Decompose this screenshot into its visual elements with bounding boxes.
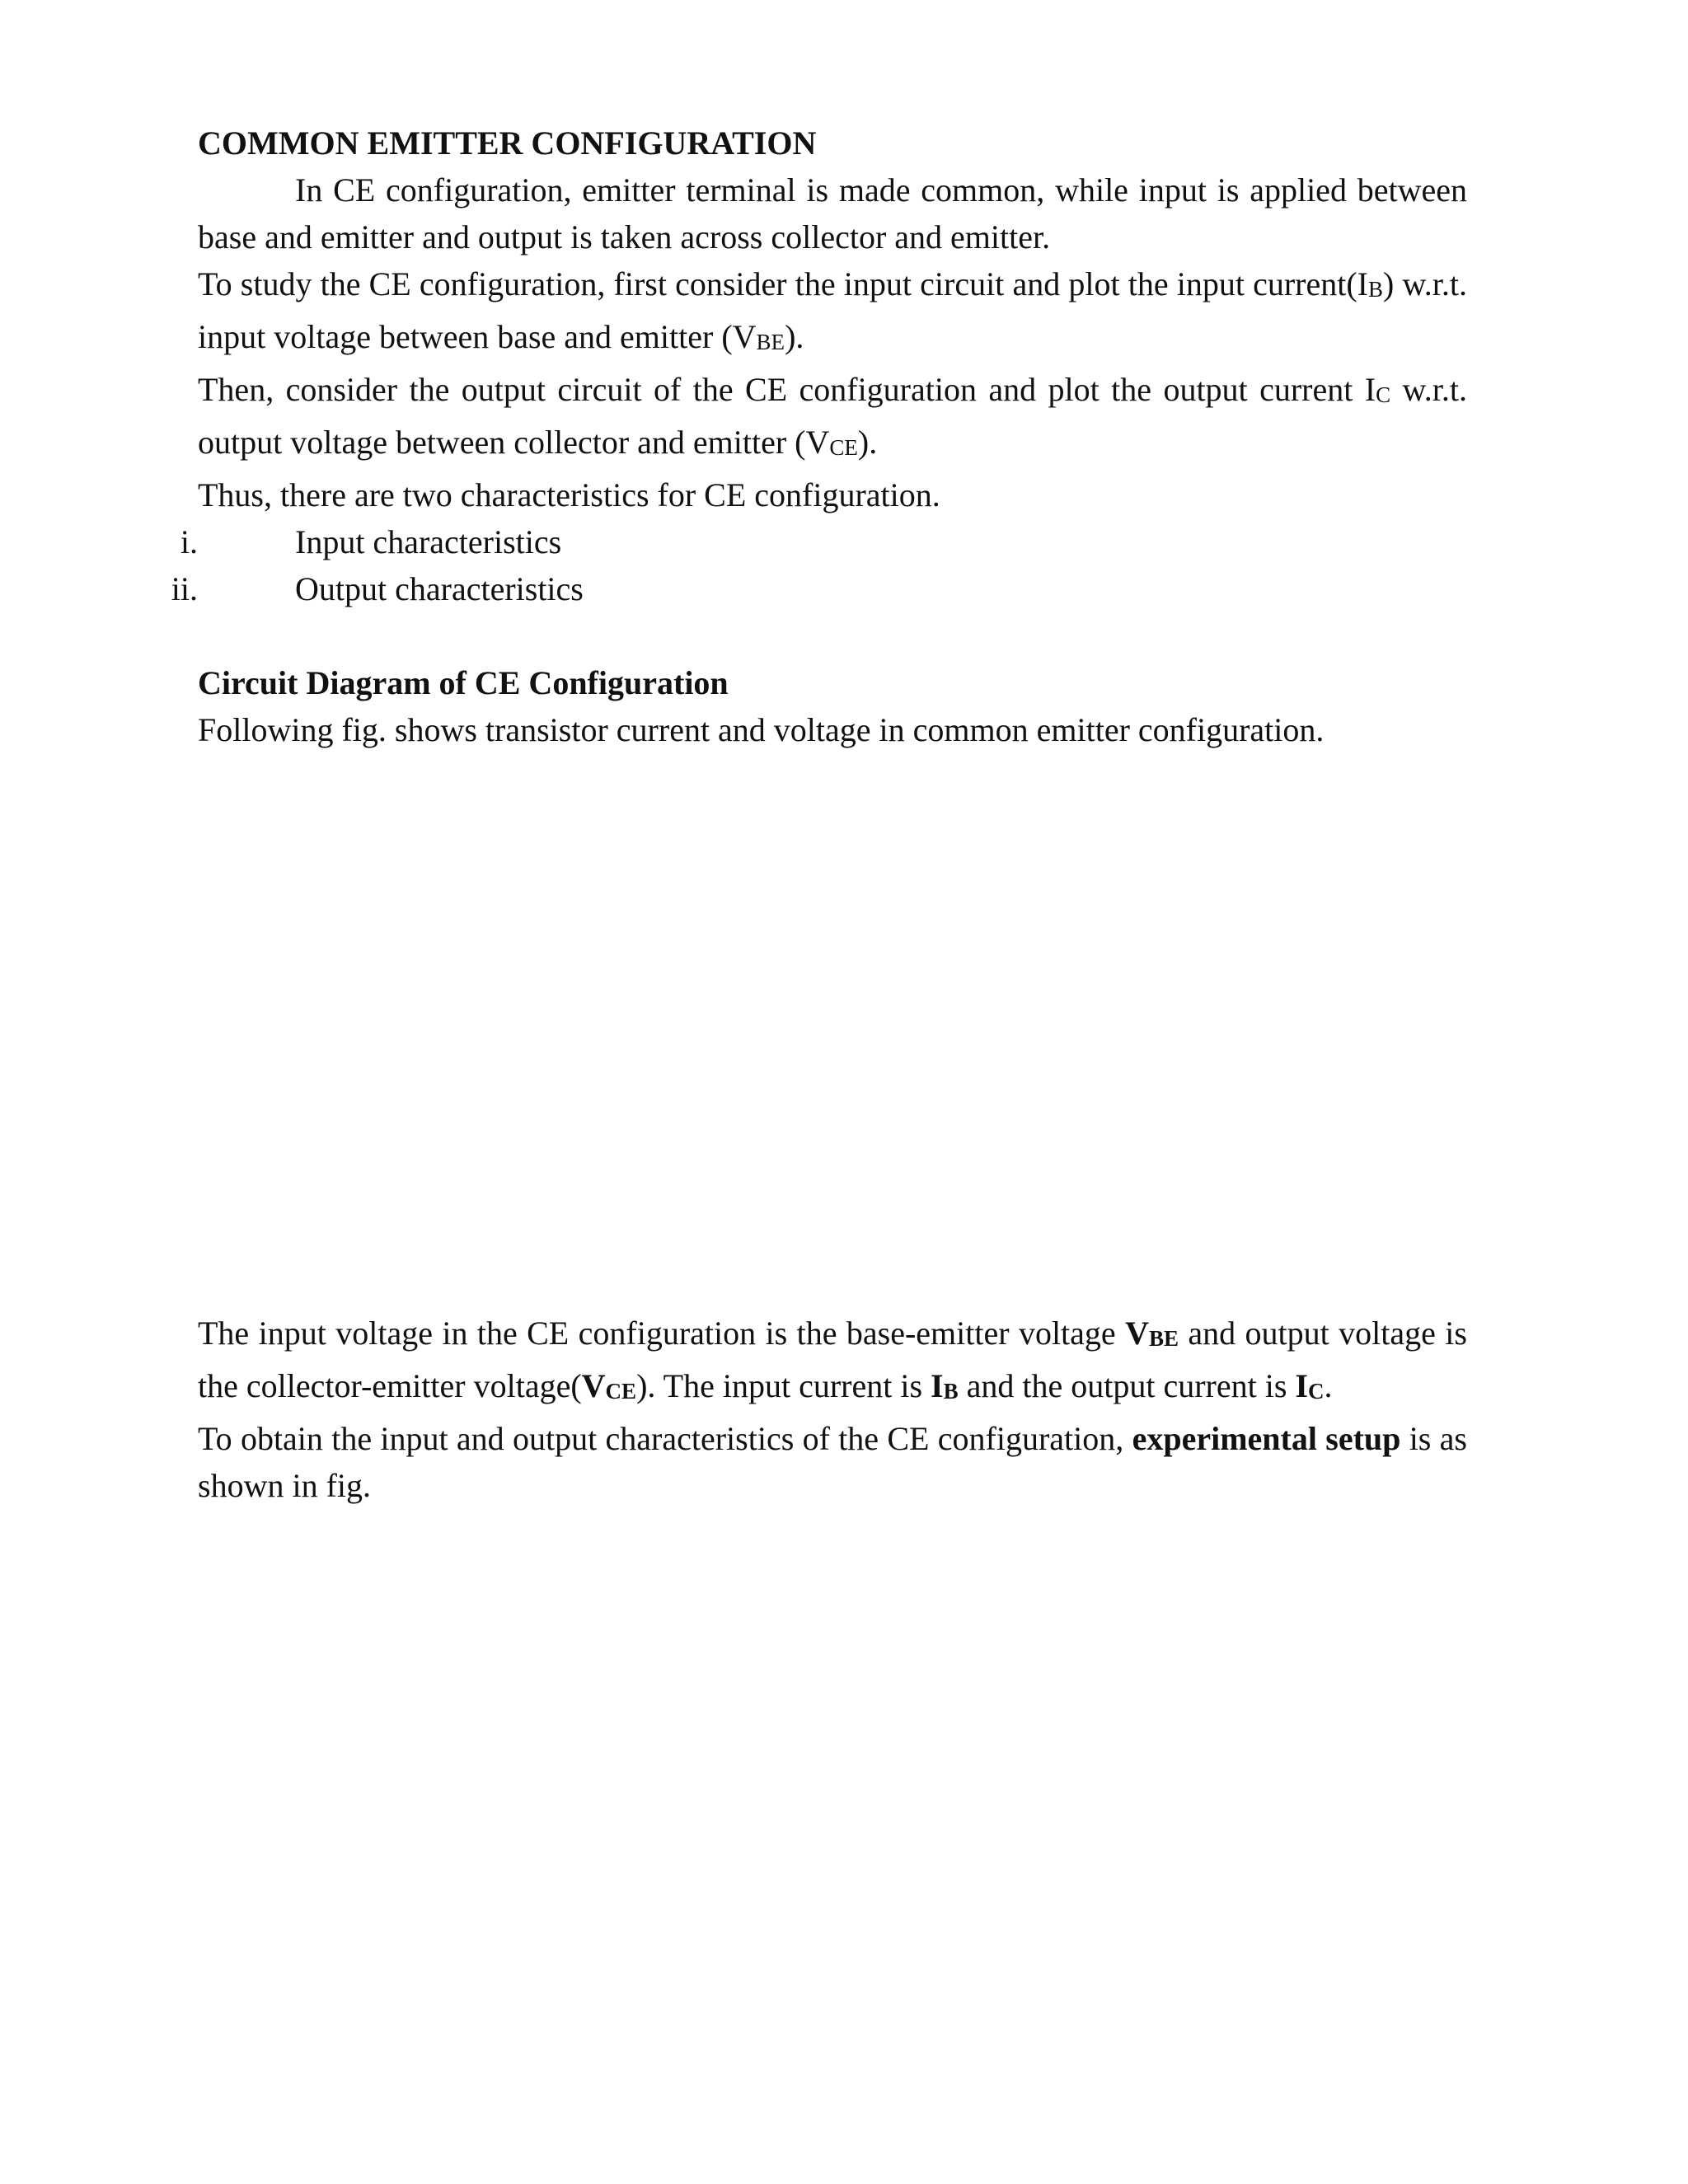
voltage-text-3: ). The input current is bbox=[636, 1367, 931, 1404]
list-number: i. bbox=[180, 523, 198, 560]
study-text-1: To study the CE configuration, first consider the input circuit and plot the input current(I bbox=[198, 265, 1368, 302]
setup-text-1: To obtain the input and output characteristics of the CE configuration, bbox=[198, 1420, 1132, 1457]
characteristics-list bbox=[171, 518, 1467, 612]
vce-subscript: CE bbox=[605, 1379, 637, 1404]
ib-subscript: B bbox=[943, 1379, 959, 1404]
diagram-heading: Circuit Diagram of CE Configuration bbox=[198, 664, 729, 701]
ib-i: I bbox=[931, 1367, 944, 1404]
section-heading: COMMON EMITTER CONFIGURATION bbox=[198, 124, 817, 162]
study-subscript-be: BE bbox=[756, 330, 785, 354]
then-text-2: w.r.t. output voltage between collector and emitter (V bbox=[198, 371, 1467, 461]
voltage-text-2: and output voltage is the collector-emitter voltage( bbox=[198, 1315, 1467, 1404]
then-text-3: ). bbox=[857, 424, 878, 461]
study-subscript-b: B bbox=[1368, 277, 1384, 302]
then-subscript-ce: CE bbox=[829, 435, 858, 460]
study-paragraph bbox=[198, 260, 1467, 366]
then-subscript-c: C bbox=[1376, 382, 1391, 407]
voltage-text-1: The input voltage in the CE configuration is the base-emitter voltage bbox=[198, 1315, 1126, 1352]
list-item bbox=[180, 518, 1467, 565]
ib-symbol bbox=[931, 1367, 959, 1404]
diagram-blank-area bbox=[198, 753, 1467, 1310]
voltage-text-5: . bbox=[1324, 1367, 1333, 1404]
then-paragraph bbox=[198, 366, 1467, 471]
list-text: Input characteristics bbox=[295, 523, 562, 560]
setup-bold-text: experimental setup bbox=[1132, 1420, 1401, 1457]
study-text-2: ) w.r.t. input voltage between base and emitter (V bbox=[198, 265, 1467, 355]
ic-symbol bbox=[1295, 1367, 1324, 1404]
voltage-text-4: and the output current is bbox=[958, 1367, 1296, 1404]
vce-v: V bbox=[581, 1367, 606, 1404]
voltage-paragraph bbox=[198, 1310, 1467, 1415]
ic-i: I bbox=[1295, 1367, 1308, 1404]
document-body bbox=[171, 120, 1467, 1509]
spacer bbox=[198, 612, 1467, 659]
study-text-3: ). bbox=[785, 318, 804, 355]
vbe-symbol bbox=[1125, 1315, 1179, 1352]
thus-paragraph: Thus, there are two characteristics for CE configuration. bbox=[198, 476, 940, 513]
setup-paragraph bbox=[198, 1415, 1467, 1509]
vbe-v: V bbox=[1125, 1315, 1149, 1352]
ic-subscript: C bbox=[1307, 1379, 1325, 1404]
then-text-1: Then, consider the output circuit of the CE configuration and plot the output current I bbox=[198, 371, 1376, 408]
vbe-subscript: BE bbox=[1148, 1326, 1179, 1351]
list-item bbox=[171, 565, 1467, 612]
setup-text-2: is as shown in fig. bbox=[198, 1420, 1467, 1504]
vce-symbol bbox=[582, 1367, 636, 1404]
list-text: Output characteristics bbox=[295, 570, 584, 607]
list-number: ii. bbox=[171, 570, 198, 607]
intro-paragraph: In CE configuration, emitter terminal is made common, while input is applied between base and emitter and output is taken across collector and emitter. bbox=[198, 171, 1467, 255]
diagram-caption: Following fig. shows transistor current and voltage in common emitter configuration. bbox=[198, 711, 1325, 748]
